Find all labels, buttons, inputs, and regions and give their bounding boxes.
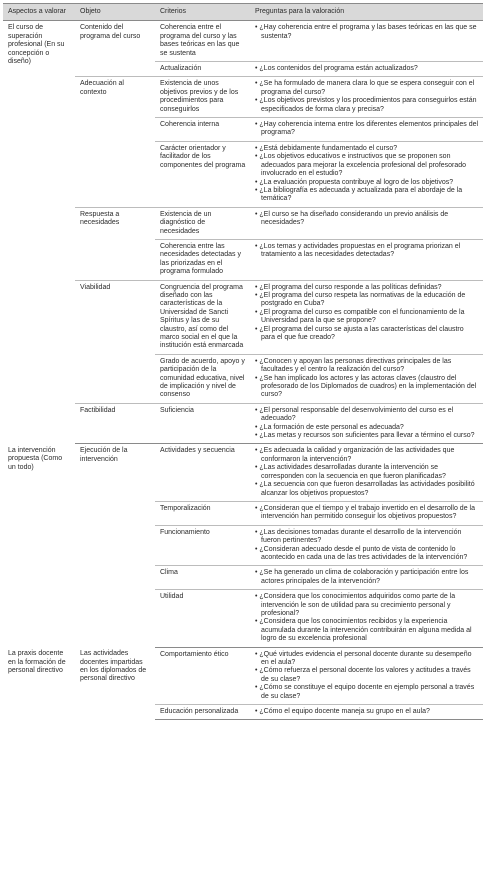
question-item: • ¿Consideran que el tiempo y el trabajo invertido en el desarrollo de la intervención han permitido conseguir los objetivos propuestos? [255, 505, 479, 522]
questions-cell [250, 501, 483, 525]
criterion-cell: Congruencia del programa diseñado con las características de la Universidad de Sancti Spíritus y las de su claustro, así como del marco social en el que la institución está enmarcada [155, 280, 250, 354]
criterion-cell: Actividades y secuencia [155, 444, 250, 501]
question-list [255, 407, 479, 441]
question-item: • ¿Está debidamente fundamentado el curso? [255, 145, 479, 153]
criterion-cell: Suficiencia [155, 403, 250, 444]
question-item: • ¿Conocen y apoyan las personas directivas principales de las facultades y el centro la realización del curso? [255, 358, 479, 375]
question-item: • ¿El programa del curso respeta las normativas de la educación de postgrado en Cuba? [255, 292, 479, 309]
question-item: • ¿La formación de este personal es adecuada? [255, 424, 479, 432]
evaluation-table-document [3, 3, 483, 720]
question-item: • ¿Las decisiones tomadas durante el desarrollo de la intervención fueron pertinentes? [255, 529, 479, 546]
question-item: • ¿La secuencia con que fueron desarrolladas las actividades posibilitó alcanzar los objetivos propuestos? [255, 481, 479, 498]
question-item: • ¿Se han implicado los actores y las actoras claves (claustro del profesorado de los Diplomados de cuadros) en la implementación del curso? [255, 375, 479, 400]
questions-cell [250, 590, 483, 647]
object-cell: Factibilidad [75, 403, 155, 444]
question-list [255, 651, 479, 701]
question-item: • ¿Los contenidos del programa están actualizados? [255, 65, 479, 73]
questions-cell [250, 118, 483, 142]
header-questions: Preguntas para la valoración [250, 4, 483, 21]
question-item: • ¿Los temas y actividades propuestas en el programa priorizan el tratamiento a las necesidades detectadas? [255, 243, 479, 260]
question-item: • ¿Considera que los conocimientos recibidos y la experiencia acumulada durante la intervención contribuirán en alguna medida al logro de su excelencia profesional [255, 618, 479, 643]
table-row [3, 444, 483, 501]
criterion-cell: Utilidad [155, 590, 250, 647]
object-cell: Respuesta a necesidades [75, 207, 155, 280]
criterion-cell: Clima [155, 566, 250, 590]
object-cell: Contenido del programa del curso [75, 21, 155, 77]
object-cell: Adecuación al contexto [75, 77, 155, 207]
question-item: • ¿Se ha formulado de manera clara lo que se espera conseguir con el programa del curso? [255, 80, 479, 97]
question-item: • ¿El personal responsable del desenvolvimiento del curso es el adecuado? [255, 407, 479, 424]
question-item: • ¿Las actividades desarrolladas durante la intervención se corresponden con la secuencia en que fueron planificadas? [255, 464, 479, 481]
question-item: • ¿Hay coherencia interna entre los diferentes elementos principales del programa? [255, 121, 479, 138]
question-list [255, 65, 479, 73]
question-item: • ¿Hay coherencia entre el programa y las bases teóricas en las que se sustenta? [255, 24, 479, 41]
question-list [255, 284, 479, 343]
question-item: • ¿La evaluación propuesta contribuye al logro de los objetivos? [255, 179, 479, 187]
question-item: • ¿Consideran adecuado desde el punto de vista de contenido lo acontecido en cada una de las tres actividades de la intervención? [255, 546, 479, 563]
questions-cell [250, 566, 483, 590]
question-item: • ¿La bibliografía es adecuada y actualizada para el abordaje de la temática? [255, 187, 479, 204]
table-row [3, 403, 483, 444]
questions-cell [250, 62, 483, 77]
questions-cell [250, 77, 483, 118]
aspect-cell: La praxis docente en la formación de personal directivo [8, 650, 66, 674]
evaluation-table [3, 3, 483, 720]
table-row [3, 280, 483, 354]
criterion-cell: Funcionamiento [155, 525, 250, 566]
question-item: • ¿Se ha generado un clima de colaboración y participación entre los actores principales de la intervención? [255, 569, 479, 586]
question-list [255, 447, 479, 497]
question-item: • ¿El curso se ha diseñado considerando un previo análisis de necesidades? [255, 211, 479, 228]
question-list [255, 505, 479, 522]
question-item: • ¿Es adecuada la calidad y organización de las actividades que conformaron la intervención? [255, 447, 479, 464]
criterion-cell: Coherencia entre las necesidades detectadas y las priorizadas en el programa formulado [155, 239, 250, 280]
aspect-cell: La intervención propuesta (Como un todo) [8, 446, 63, 471]
criterion-cell: Coherencia entre el programa del curso y las bases teóricas en las que se sustenta [155, 21, 250, 62]
criterion-cell: Existencia de unos objetivos previos y de los procedimientos para conseguirlos [155, 77, 250, 118]
table-body [3, 21, 483, 720]
questions-cell [250, 647, 483, 704]
questions-cell [250, 403, 483, 444]
questions-cell [250, 705, 483, 720]
table-row [3, 21, 483, 62]
question-item: • ¿Los objetivos educativos e instructivos que se proponen son adecuados para mejorar la excelencia profesional del profesorado involucrado en el estudio? [255, 153, 479, 178]
table-row [3, 77, 483, 118]
questions-cell [250, 525, 483, 566]
question-list [255, 358, 479, 400]
criterion-cell: Carácter orientador y facilitador de los componentes del programa [155, 141, 250, 207]
question-item: • ¿El programa del curso responde a las políticas definidas? [255, 284, 479, 292]
question-list [255, 145, 479, 204]
question-item: • ¿Los objetivos previstos y los procedimientos para conseguirlos están especificados de forma clara y precisa? [255, 97, 479, 114]
question-list [255, 708, 479, 716]
criterion-cell: Actualización [155, 62, 250, 77]
questions-cell [250, 354, 483, 403]
object-cell: Las actividades docentes impartidas en los diplomados de personal directivo [80, 650, 147, 683]
object-cell: Ejecución de la intervención [80, 447, 128, 463]
question-list [255, 121, 479, 138]
criterion-cell: Comportamiento ético [155, 647, 250, 704]
header-aspects: Aspectos a valorar [3, 4, 75, 21]
header-object: Objeto [75, 4, 155, 21]
criterion-cell: Existencia de un diagnóstico de necesidades [155, 207, 250, 239]
question-list [255, 243, 479, 260]
questions-cell [250, 280, 483, 354]
table-row [3, 647, 483, 704]
question-item: • ¿Considera que los conocimientos adquiridos como parte de la intervención le son de utilidad para su crecimiento personal y profesional? [255, 593, 479, 618]
question-list [255, 569, 479, 586]
question-list [255, 24, 479, 41]
questions-cell [250, 141, 483, 207]
questions-cell [250, 444, 483, 501]
criterion-cell: Educación personalizada [155, 705, 250, 720]
question-item: • ¿Qué virtudes evidencia el personal docente durante su desempeño en el aula? [255, 651, 479, 668]
aspect-cell: El curso de superación profesional (En su concepción o diseño) [8, 24, 65, 66]
question-item: • ¿Cómo el equipo docente maneja su grupo en el aula? [255, 708, 479, 716]
criterion-cell: Coherencia interna [155, 118, 250, 142]
question-list [255, 593, 479, 643]
header-criteria: Criterios [155, 4, 250, 21]
question-list [255, 529, 479, 563]
question-item: • ¿Cómo refuerza el personal docente los valores y actitudes a través de su clase? [255, 667, 479, 684]
questions-cell [250, 239, 483, 280]
question-item: • ¿Las metas y recursos son suficientes para llevar a término el curso? [255, 432, 479, 440]
criterion-cell: Temporalización [155, 501, 250, 525]
question-item: • ¿El programa del curso se ajusta a las características del claustro para el que fue creado? [255, 326, 479, 343]
question-list [255, 80, 479, 114]
table-header [3, 4, 483, 21]
criterion-cell: Grado de acuerdo, apoyo y participación de la comunidad educativa, nivel de implicación y nivel de consenso [155, 354, 250, 403]
object-cell: Viabilidad [75, 280, 155, 403]
questions-cell [250, 21, 483, 62]
question-item: • ¿Cómo se constituye el equipo docente en ejemplo personal a través de su clase? [255, 684, 479, 701]
questions-cell [250, 207, 483, 239]
table-row [3, 207, 483, 239]
question-item: • ¿El programa del curso es compatible con el funcionamiento de la Universidad para la que se propone? [255, 309, 479, 326]
question-list [255, 211, 479, 228]
